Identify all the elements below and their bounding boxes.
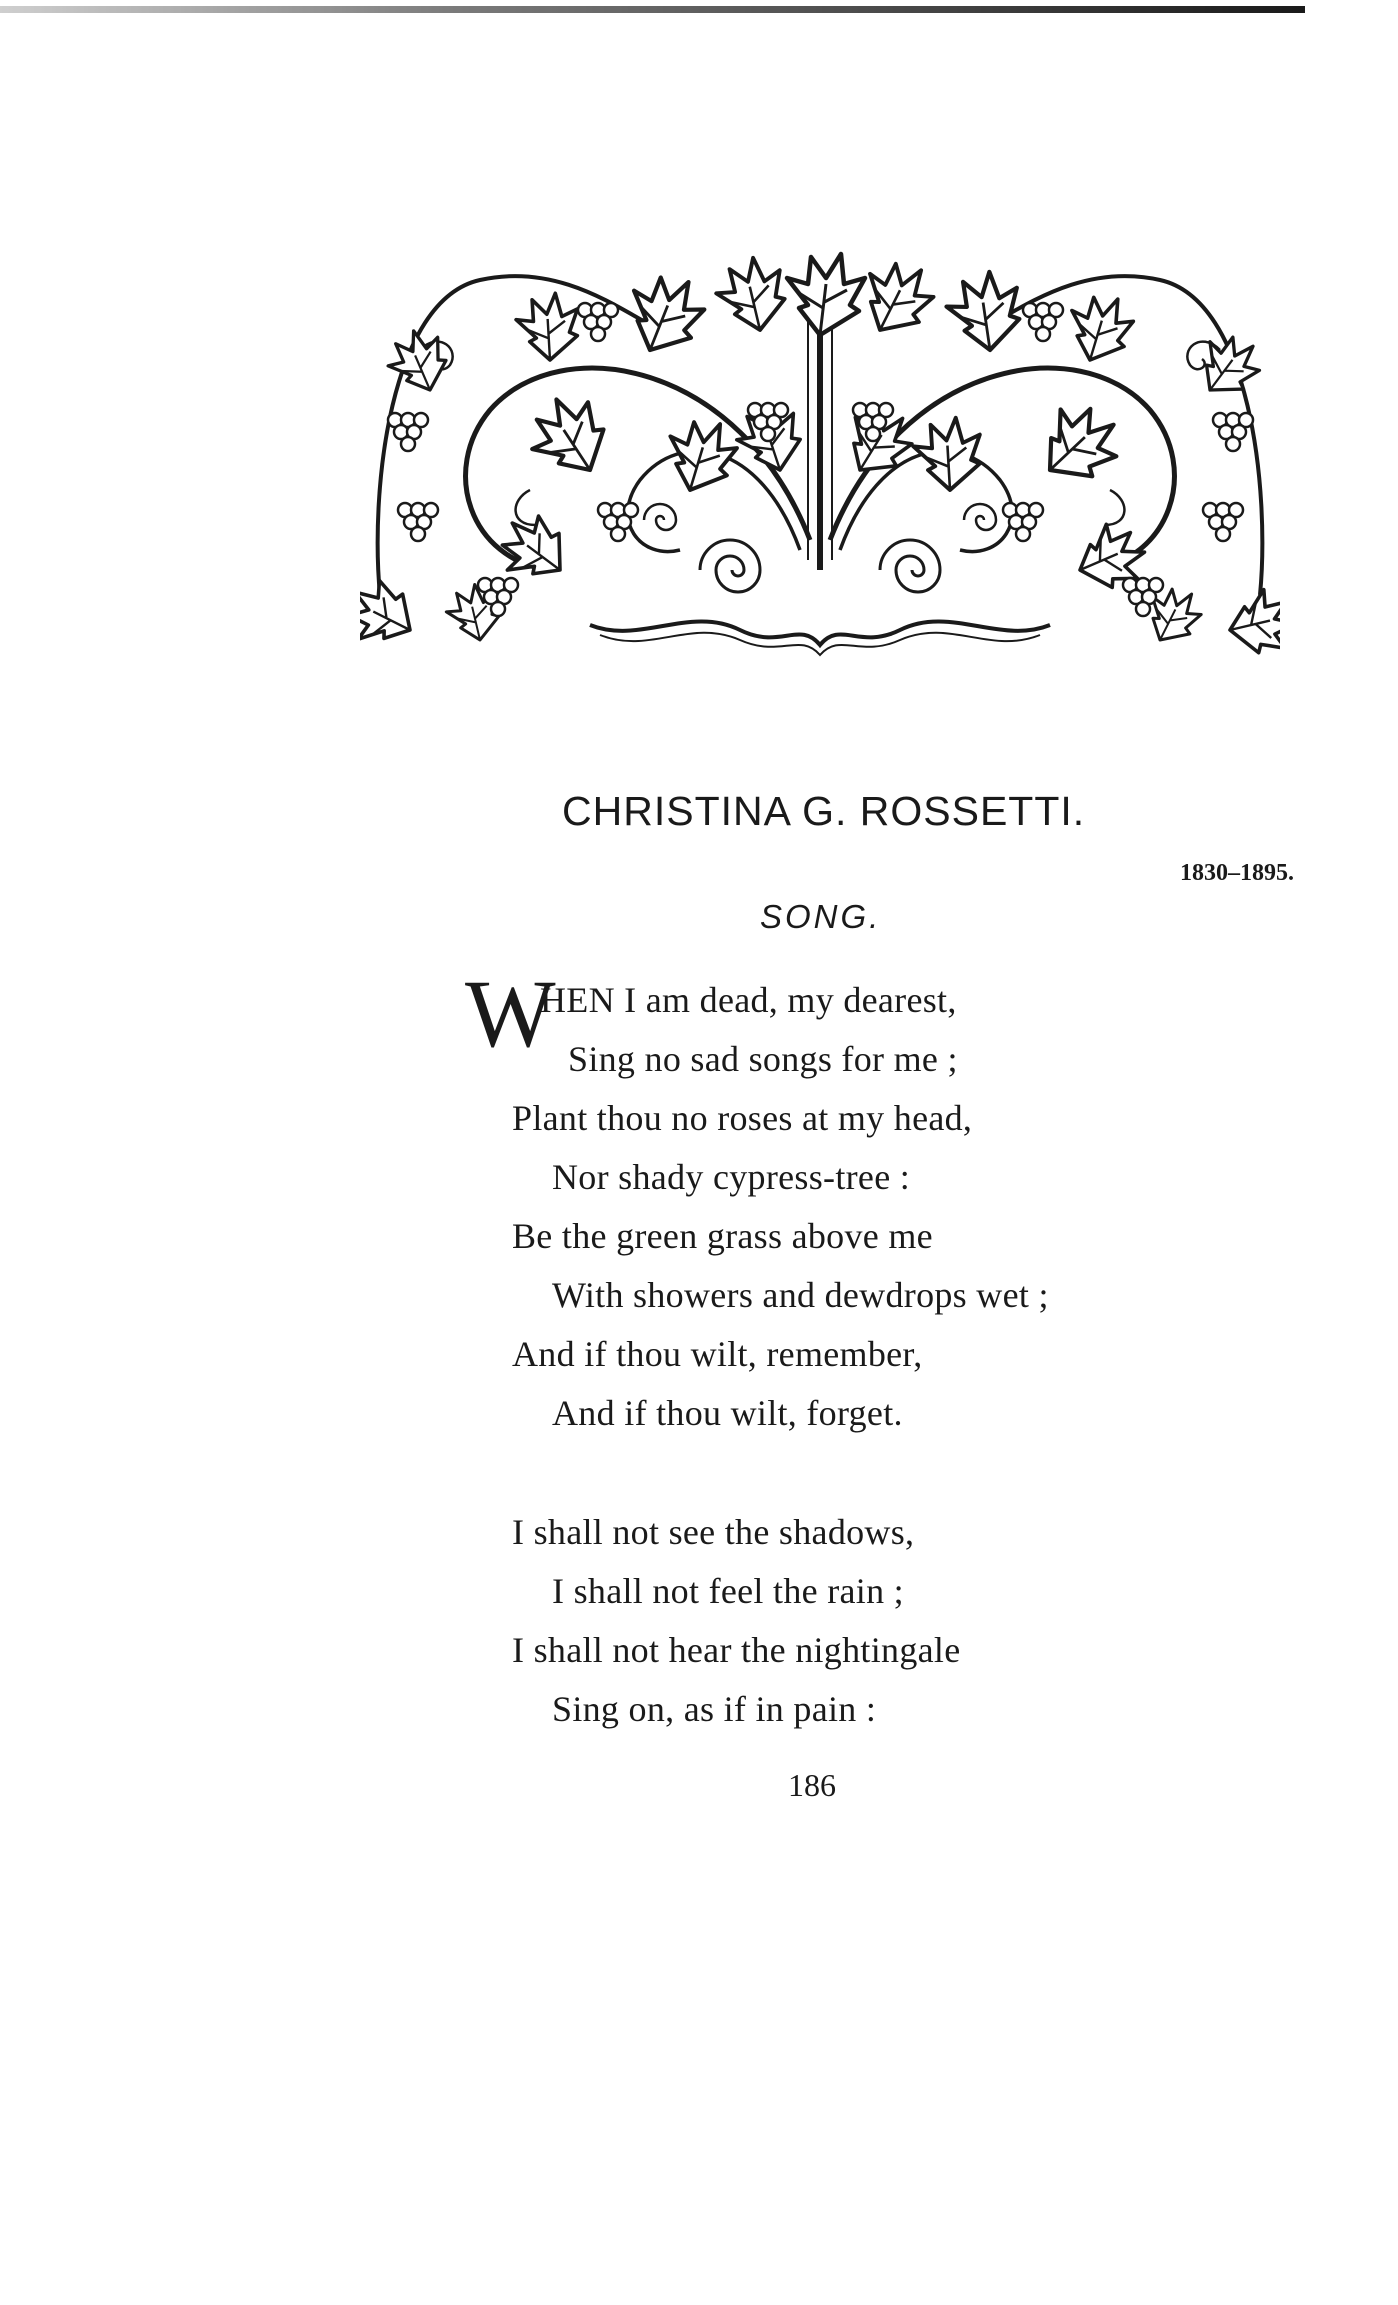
poem-line: I shall not hear the nightingale xyxy=(512,1630,961,1670)
page-number: 186 xyxy=(788,1767,836,1803)
poem-line: Nor shady cypress-tree : xyxy=(552,1157,911,1197)
poem-line: HEN I am dead, my dearest, xyxy=(540,980,957,1020)
poem-line: Sing no sad songs for me ; xyxy=(568,1039,958,1079)
poem-line: I shall not feel the rain ; xyxy=(552,1571,904,1611)
vine-and-grape-ornament xyxy=(360,240,1280,665)
poem-line: And if thou wilt, remember, xyxy=(512,1334,923,1374)
drop-cap: W xyxy=(465,960,556,1067)
poem-line: I shall not see the shadows, xyxy=(512,1512,915,1552)
poem-line: Plant thou no roses at my head, xyxy=(512,1098,973,1138)
poem-line: Be the green grass above me xyxy=(512,1216,933,1256)
poem-line: With showers and dewdrops wet ; xyxy=(552,1275,1049,1315)
author-heading: CHRISTINA G. ROSSETTI. xyxy=(562,788,1086,834)
top-rule xyxy=(0,6,1305,13)
poem-line: Sing on, as if in pain : xyxy=(552,1689,877,1729)
poem-title: SONG. xyxy=(760,898,882,935)
poem-line: And if thou wilt, forget. xyxy=(552,1393,903,1433)
author-dates: 1830–1895. xyxy=(1180,860,1294,886)
